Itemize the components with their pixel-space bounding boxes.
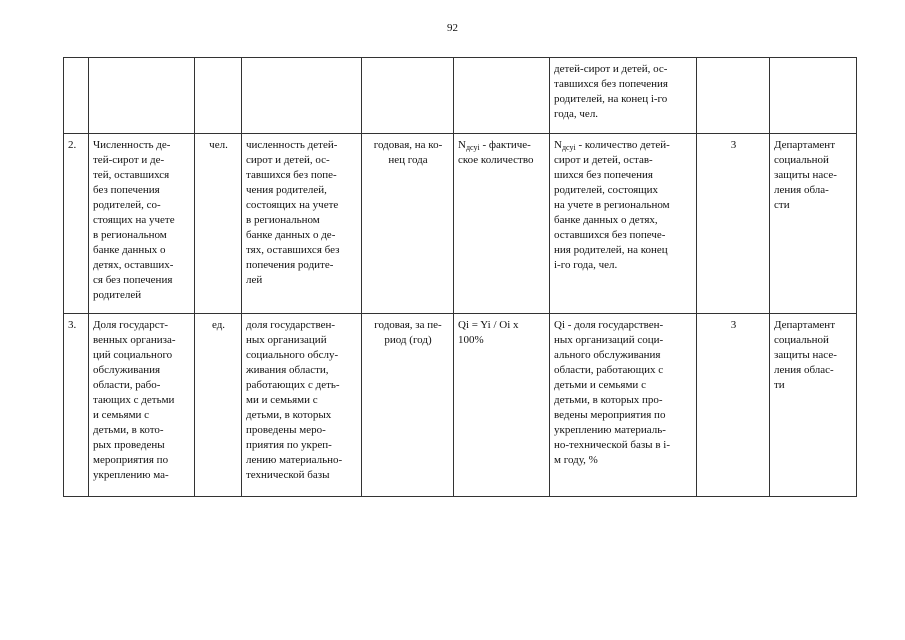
cell-name bbox=[89, 58, 195, 134]
cell-responsible: Департамент социальной защиты насе- ления обла- сти bbox=[770, 134, 857, 314]
table-row bbox=[64, 314, 857, 497]
cell-formula bbox=[454, 134, 550, 314]
cell-definition: доля государствен- ных организаций социального обслу- живания области, работающих с деть- ми и семьями с детьми, в которых проведены меро- приятия по укреп- лению материально- технической базы bbox=[242, 314, 362, 497]
cell-definition bbox=[242, 58, 362, 134]
cell-formula bbox=[454, 58, 550, 134]
cell-score bbox=[697, 58, 770, 134]
cell-num: 2. bbox=[64, 134, 89, 314]
cell-responsible bbox=[770, 58, 857, 134]
indicator-table bbox=[63, 57, 857, 497]
cell-unit bbox=[195, 58, 242, 134]
formula-symbol: N bbox=[458, 139, 466, 151]
page-number: 92 bbox=[447, 22, 458, 34]
cell-unit: чел. bbox=[195, 134, 242, 314]
cell-frequency: годовая, на ко- нец года bbox=[362, 134, 454, 314]
cell-num bbox=[64, 58, 89, 134]
table-row bbox=[64, 58, 857, 134]
cell-name: Доля государст- венных организа- ций социального обслуживания области, рабо- тающих с детьми и семьями с детьми, в кото- рых проведены мероприятия по укреплению ма- bbox=[89, 314, 195, 497]
description-subscript: дсуi bbox=[561, 143, 576, 152]
cell-unit: ед. bbox=[195, 314, 242, 497]
formula-subscript: дсуi bbox=[465, 143, 480, 152]
cell-description: Qi - доля государствен- ных организаций соци- ального обслуживания области, работающих с детьми и семьями с детьми, в которых про- ведены мероприятия по укреплению материаль- но-технической базы в i- м году, % bbox=[550, 314, 697, 497]
cell-formula: Qi = Yi / Oi x 100% bbox=[454, 314, 550, 497]
cell-num: 3. bbox=[64, 314, 89, 497]
cell-score: 3 bbox=[697, 134, 770, 314]
cell-score: 3 bbox=[697, 314, 770, 497]
description-text: - количество детей- сирот и детей, остав- шихся без попечения родителей, состоящих на учете в региональном банке данных о детях, оставшихся без попече- ния родителей, на конец i-го года, чел. bbox=[554, 139, 670, 271]
cell-description: детей-сирот и детей, ос- тавшихся без попечения родителей, на конец i-го года, чел. bbox=[550, 58, 697, 134]
description-symbol: N bbox=[554, 139, 562, 151]
cell-name: Численность де- тей-сирот и де- тей, оставшихся без попечения родителей, со- стоящих на учете в региональном банке данных о детях, оставших- ся без попечения родителей bbox=[89, 134, 195, 314]
cell-frequency bbox=[362, 58, 454, 134]
formula-text: - фактиче- ское количество bbox=[458, 139, 534, 166]
cell-description bbox=[550, 134, 697, 314]
cell-frequency: годовая, за пе- риод (год) bbox=[362, 314, 454, 497]
cell-responsible: Департамент социальной защиты насе- ления облас- ти bbox=[770, 314, 857, 497]
cell-definition: численность детей- сирот и детей, ос- тавшихся без попе- чения родителей, состоящих на учете в региональном банке данных о де- тях, оставшихся без попечения родите- лей bbox=[242, 134, 362, 314]
table-row bbox=[64, 134, 857, 314]
